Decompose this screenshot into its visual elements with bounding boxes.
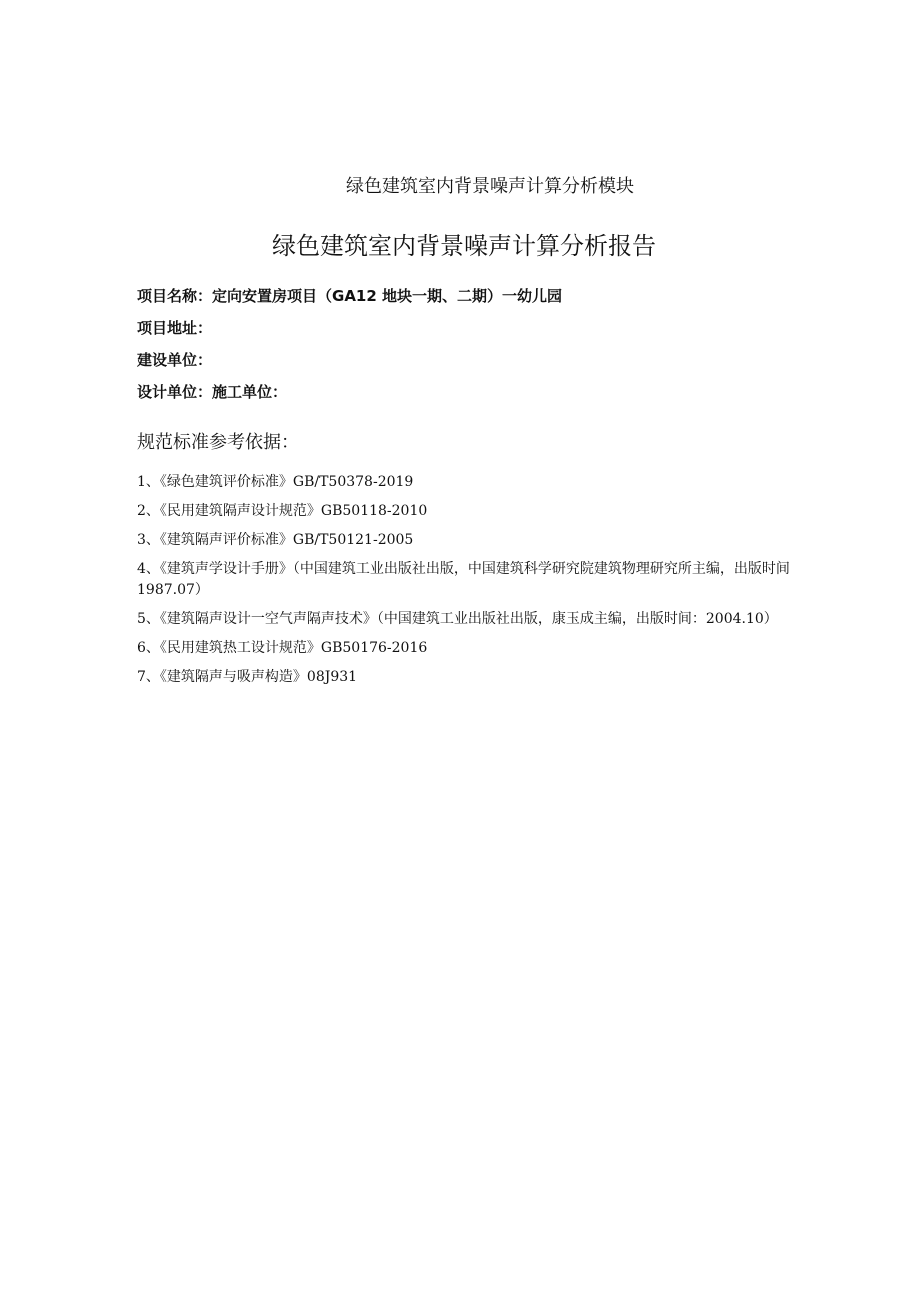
design-construction-unit-row <box>137 381 562 413</box>
reference-item: 2、《民用建筑隔声设计规范》GB50118-2010 <box>137 503 428 519</box>
reference-item: 7、《建筑隔声与吸声构造》08J931 <box>137 669 358 685</box>
project-name-row <box>137 285 562 317</box>
design-construction-unit-label: 设计单位：施工单位： <box>137 383 288 401</box>
project-name-label: 项目名称： <box>137 287 213 305</box>
construction-unit-label: 建设单位： <box>137 351 213 369</box>
module-title: 绿色建筑室内背景噪声计算分析模块 <box>346 176 634 197</box>
report-title: 绿色建筑室内背景噪声计算分析报告 <box>272 232 656 260</box>
reference-item: 5、《建筑隔声设计一空气声隔声技术》（中国建筑工业出版社出版，康玉成主编，出版时间：2004.10） <box>137 611 778 627</box>
project-info <box>137 285 562 413</box>
references-list <box>137 472 797 696</box>
construction-unit-row <box>137 349 562 381</box>
references-heading: 规范标准参考依据： <box>137 432 299 453</box>
reference-item: 4、《建筑声学设计手册》（中国建筑工业出版社出版，中国建筑科学研究院建筑物理研究所主编，出版时间 1987.07） <box>137 561 790 598</box>
reference-item: 3、《建筑隔声评价标准》GB/T50121-2005 <box>137 532 414 548</box>
reference-item: 6、《民用建筑热工设计规范》GB50176-2016 <box>137 640 428 656</box>
reference-item: 1、《绿色建筑评价标准》GB/T50378-2019 <box>137 474 414 490</box>
project-address-label: 项目地址： <box>137 319 213 337</box>
project-address-row <box>137 317 562 349</box>
project-name-value: 定向安置房项目（GA12 地块一期、二期）一幼儿园 <box>212 287 563 305</box>
